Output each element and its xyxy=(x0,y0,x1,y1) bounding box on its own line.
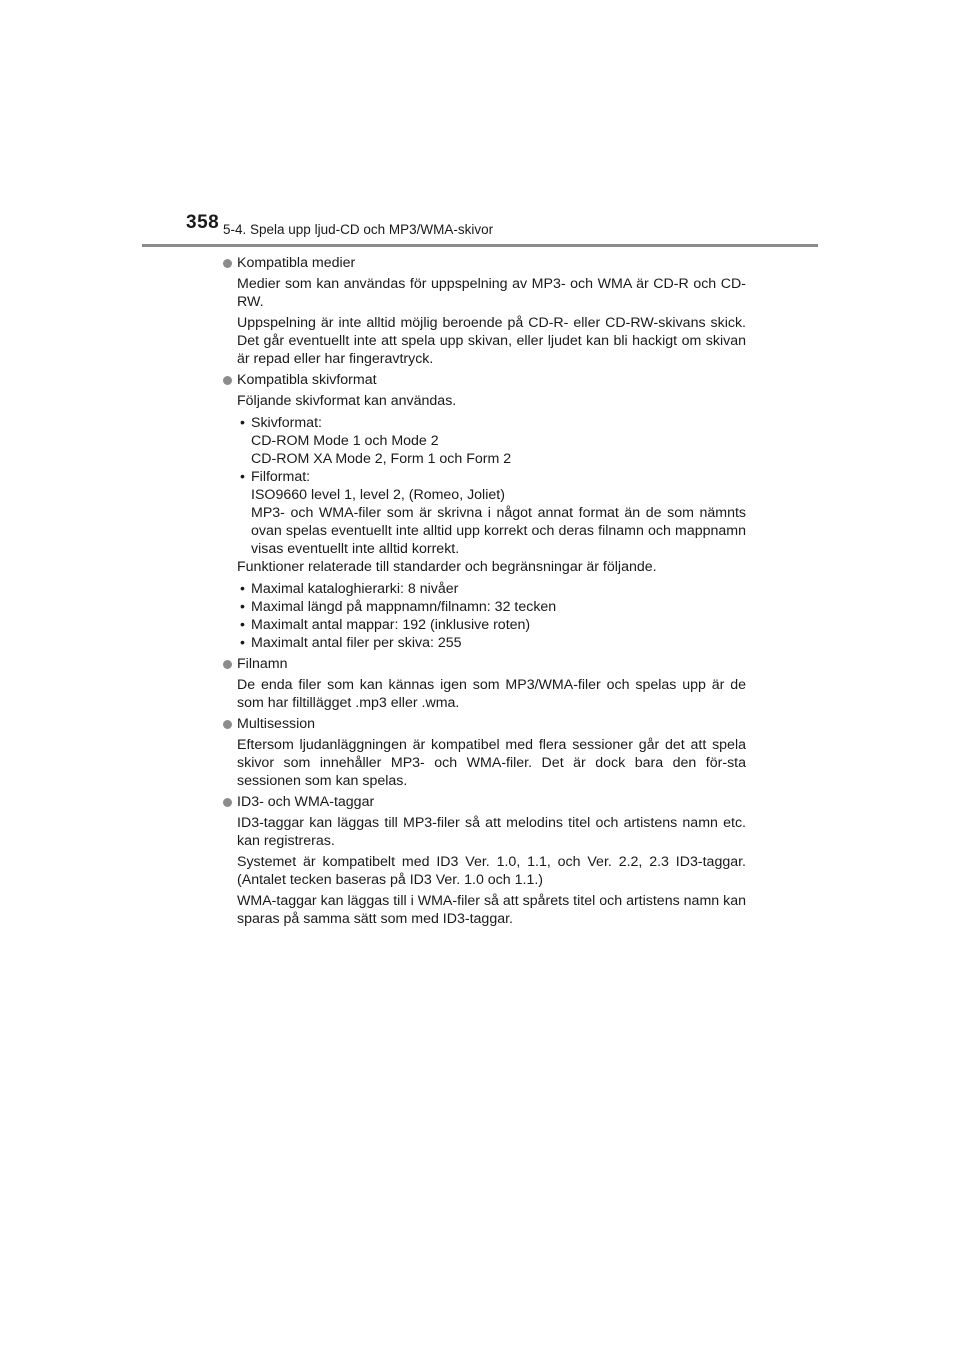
bullet-dot-icon xyxy=(223,376,232,385)
paragraph: Eftersom ljudanläggningen är kompatibel med flera sessioner går det att spela skivor som innehåller MP3- och WMA-filer. Det är dock bara den för-sta sessionen som kan spelas. xyxy=(237,737,746,789)
list-item-line: ISO9660 level 1, level 2, (Romeo, Joliet) xyxy=(251,487,505,503)
bullet-dot-icon xyxy=(223,259,232,268)
header-rule xyxy=(142,244,818,247)
section-breadcrumb: 5-4. Spela upp ljud-CD och MP3/WMA-skivor xyxy=(223,222,494,237)
bullet-dot-icon xyxy=(223,660,232,669)
list-item-label: • Skivformat: xyxy=(251,415,322,431)
paragraph: Medier som kan användas för uppspelning av MP3- och WMA är CD-R och CD-RW. xyxy=(237,276,746,310)
list-item: • Maximal kataloghierarki: 8 nivåer xyxy=(237,580,746,598)
paragraph: Systemet är kompatibelt med ID3 Ver. 1.0, 1.1, och Ver. 2.2, 2.3 ID3-taggar. (Antalet tecken baseras på ID3 Ver. 1.0 och 1.1.) xyxy=(237,854,746,888)
list-item-line: CD-ROM XA Mode 2, Form 1 och Form 2 xyxy=(251,451,512,467)
section-id3-wma-tags xyxy=(223,793,746,928)
section-title: ID3- och WMA-taggar xyxy=(237,794,375,810)
list-item: • Maximalt antal filer per skiva: 255 xyxy=(237,634,746,652)
list-item xyxy=(237,468,746,558)
paragraph: Uppspelning är inte alltid möjlig beroende på CD-R- eller CD-RW-skivans skick. Det går eventuellt inte att spela upp skivan, eller ljudet kan bli hackigt om skivan är repad eller har fingeravtryck. xyxy=(237,315,746,367)
bullet-dot-icon xyxy=(223,720,232,729)
section-title: Kompatibla medier xyxy=(237,255,356,271)
list-item-line: MP3- och WMA-filer som är skrivna i något annat format än de som nämnts ovan spelas eventuellt inte alltid upp korrekt och deras filnamn och mappnamn visas eventuellt inte alltid korrekt. xyxy=(251,505,746,557)
list-item xyxy=(237,414,746,468)
section-multisession xyxy=(223,715,746,790)
list-item: • Maximalt antal mappar: 192 (inklusive roten) xyxy=(237,616,746,634)
bullet-dot-icon xyxy=(223,798,232,807)
page-number: 358 xyxy=(186,212,220,233)
limits-list xyxy=(237,580,746,652)
section-title: Kompatibla skivformat xyxy=(237,372,377,388)
paragraph: Följande skivformat kan användas. xyxy=(237,393,457,409)
list-item-line: CD-ROM Mode 1 och Mode 2 xyxy=(251,433,439,449)
page-content xyxy=(223,254,746,928)
list-item: • Maximal längd på mappnamn/filnamn: 32 tecken xyxy=(237,598,746,616)
paragraph: De enda filer som kan kännas igen som MP3/WMA-filer och spelas upp är de som har filtillägget .mp3 eller .wma. xyxy=(237,677,746,711)
section-title: Multisession xyxy=(237,716,316,732)
section-compatible-media xyxy=(223,254,746,368)
section-title: Filnamn xyxy=(237,656,288,672)
list-item-label: • Filformat: xyxy=(251,469,311,485)
paragraph: Funktioner relaterade till standarder och begränsningar är följande. xyxy=(237,559,657,575)
page-header xyxy=(186,212,826,242)
section-compatible-disc-formats xyxy=(223,371,746,652)
paragraph: WMA-taggar kan läggas till i WMA-filer så att spårets titel och artistens namn kan sparas på samma sätt som med ID3-taggar. xyxy=(237,893,746,927)
format-list xyxy=(237,414,746,558)
section-file-names xyxy=(223,655,746,712)
paragraph: ID3-taggar kan läggas till MP3-filer så att melodins titel och artistens namn etc. kan registreras. xyxy=(237,815,746,849)
